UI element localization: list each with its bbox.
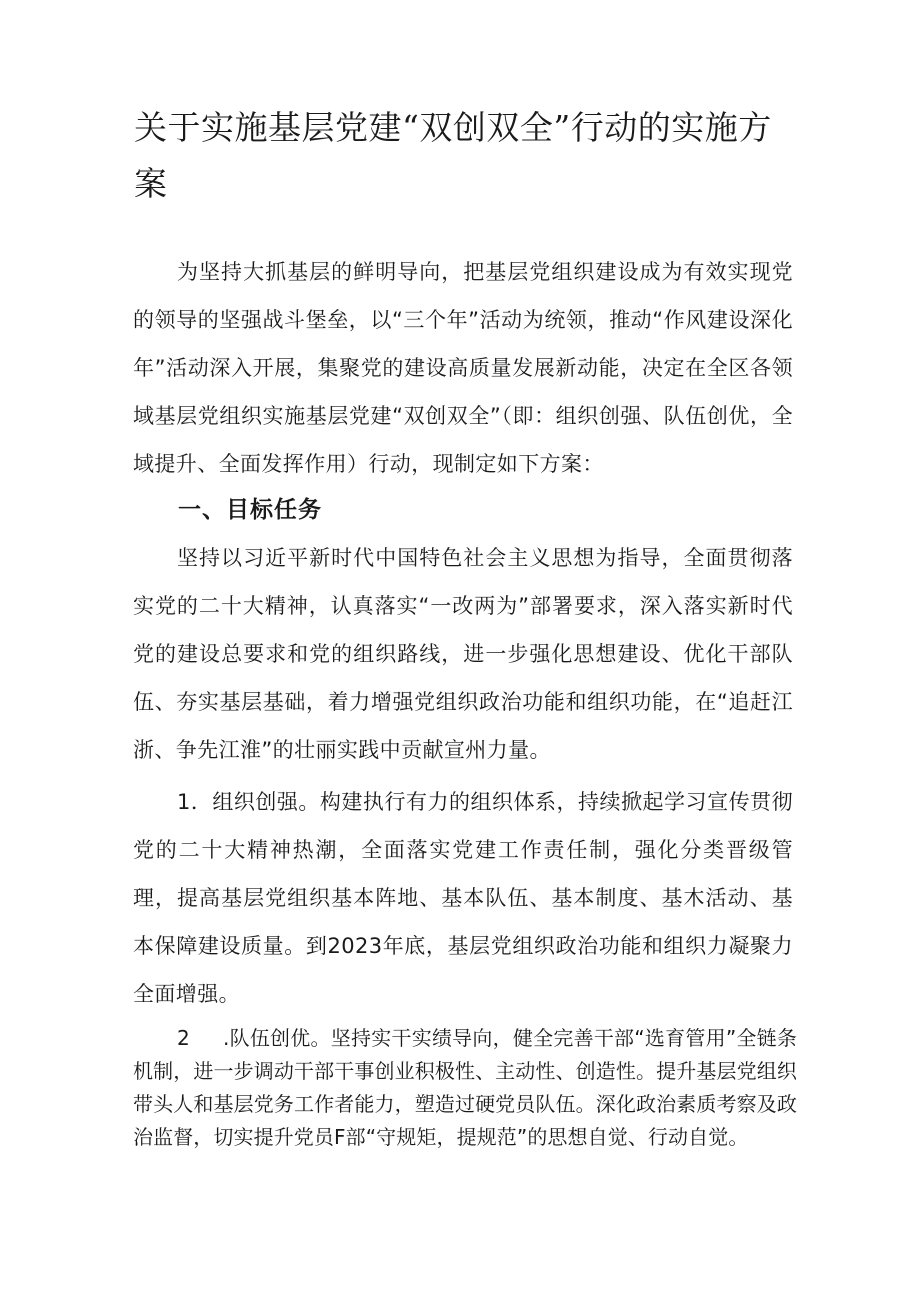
item-team-paragraph (133, 1022, 797, 1154)
item-organization-paragraph: 1．组织创强。构建执行有力的组织体系，持续掀起学习宣传贯彻党的二十大精神热潮，全面落实党建工作责任制，强化分类晋级管理，提高基层党组织基本阵地、基本队伍、基本制度、基木活动、基本保障建设质量。到2023年底，基层党组织政治功能和组织力凝聚力全面增强。 (133, 790, 793, 1006)
goals-paragraph: 坚持以习近平新时代中国特色社会主义思想为指导，全面贯彻落实党的二十大精神，认真落实“一改两为”部署要求，深入落实新时代党的建设总要求和党的组织路线，进一步强化思想建设、优化干部队伍、夯实基层基础，着力增强党组织政治功能和组织功能，在“追赶江浙、争先江淮”的壮丽实践中贡献宣州力量。 (133, 546, 793, 762)
item-team-text: .队伍创优。坚持实干实绩导向，健全完善干部“选育管用”全链条机制，进一步调动干部干事创业积极性、主动性、创造性。提升基层党组织带头人和基层党务工作者能力，塑造过硬党员队伍。深化政治素质考察及政治监督，切实提升党员F部“守规矩，提规范”的思想自觉、行动自觉。 (133, 1026, 797, 1149)
item-team-number: 2 (177, 1026, 190, 1050)
document-title: 关于实施基层党建“双创双全”行动的实施方案 (134, 108, 772, 203)
intro-paragraph: 为坚持大抓基层的鲜明导向，把基层党组织建设成为有效实现党的领导的坚强战斗堡垒，以“三个年”活动为统领，推动“作风建设深化年”活动深入开展，集聚党的建设高质量发展新动能，决定在全区各领域基层党组织实施基层党建“双创双全”（即：组织创强、队伍创优，全域提升、全面发挥作用）行动，现制定如下方案： (133, 260, 793, 476)
section-heading-goals: 一、目标任务 (178, 497, 322, 523)
